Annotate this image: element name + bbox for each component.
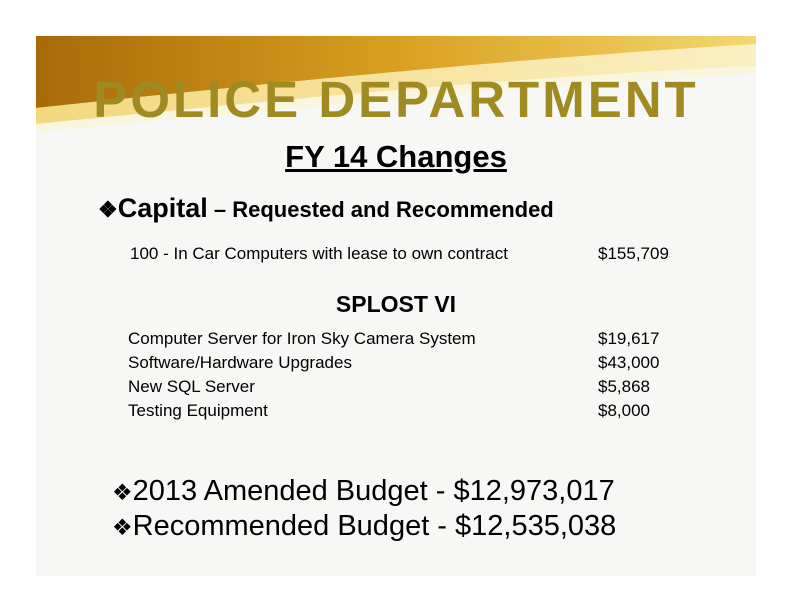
recommended-budget-text: Recommended Budget - $12,535,038 xyxy=(132,510,617,542)
recommended-budget-bullet xyxy=(112,512,616,541)
splost-item-amount: $5,868 xyxy=(598,377,650,396)
diamond-bullet-icon: ❖ xyxy=(98,197,118,222)
amended-budget-text: 2013 Amended Budget - $12,973,017 xyxy=(132,475,615,507)
capital-bullet xyxy=(98,194,554,224)
slide xyxy=(36,36,756,576)
diamond-bullet-icon: ❖ xyxy=(112,479,133,505)
splost-heading: SPLOST VI xyxy=(335,291,457,317)
amended-budget-bullet xyxy=(112,477,615,506)
capital-description: – Requested and Recommended xyxy=(207,197,554,222)
splost-item-description: New SQL Server xyxy=(128,377,255,396)
subtitle: FY 14 Changes xyxy=(285,139,507,174)
splost-item-description: Software/Hardware Upgrades xyxy=(128,353,352,372)
splost-item-amount: $19,617 xyxy=(598,329,660,348)
capital-item-description: 100 - In Car Computers with lease to own contract xyxy=(130,244,508,263)
splost-item-description: Testing Equipment xyxy=(128,401,268,420)
splost-item-amount: $8,000 xyxy=(598,401,650,420)
capital-label: Capital xyxy=(117,193,208,223)
splost-item-description: Computer Server for Iron Sky Camera System xyxy=(128,329,476,348)
diamond-bullet-icon: ❖ xyxy=(112,514,133,540)
page-title: POLICE DEPARTMENT xyxy=(93,71,699,128)
splost-item-amount: $43,000 xyxy=(598,353,660,372)
capital-item-amount: $155,709 xyxy=(598,244,669,263)
